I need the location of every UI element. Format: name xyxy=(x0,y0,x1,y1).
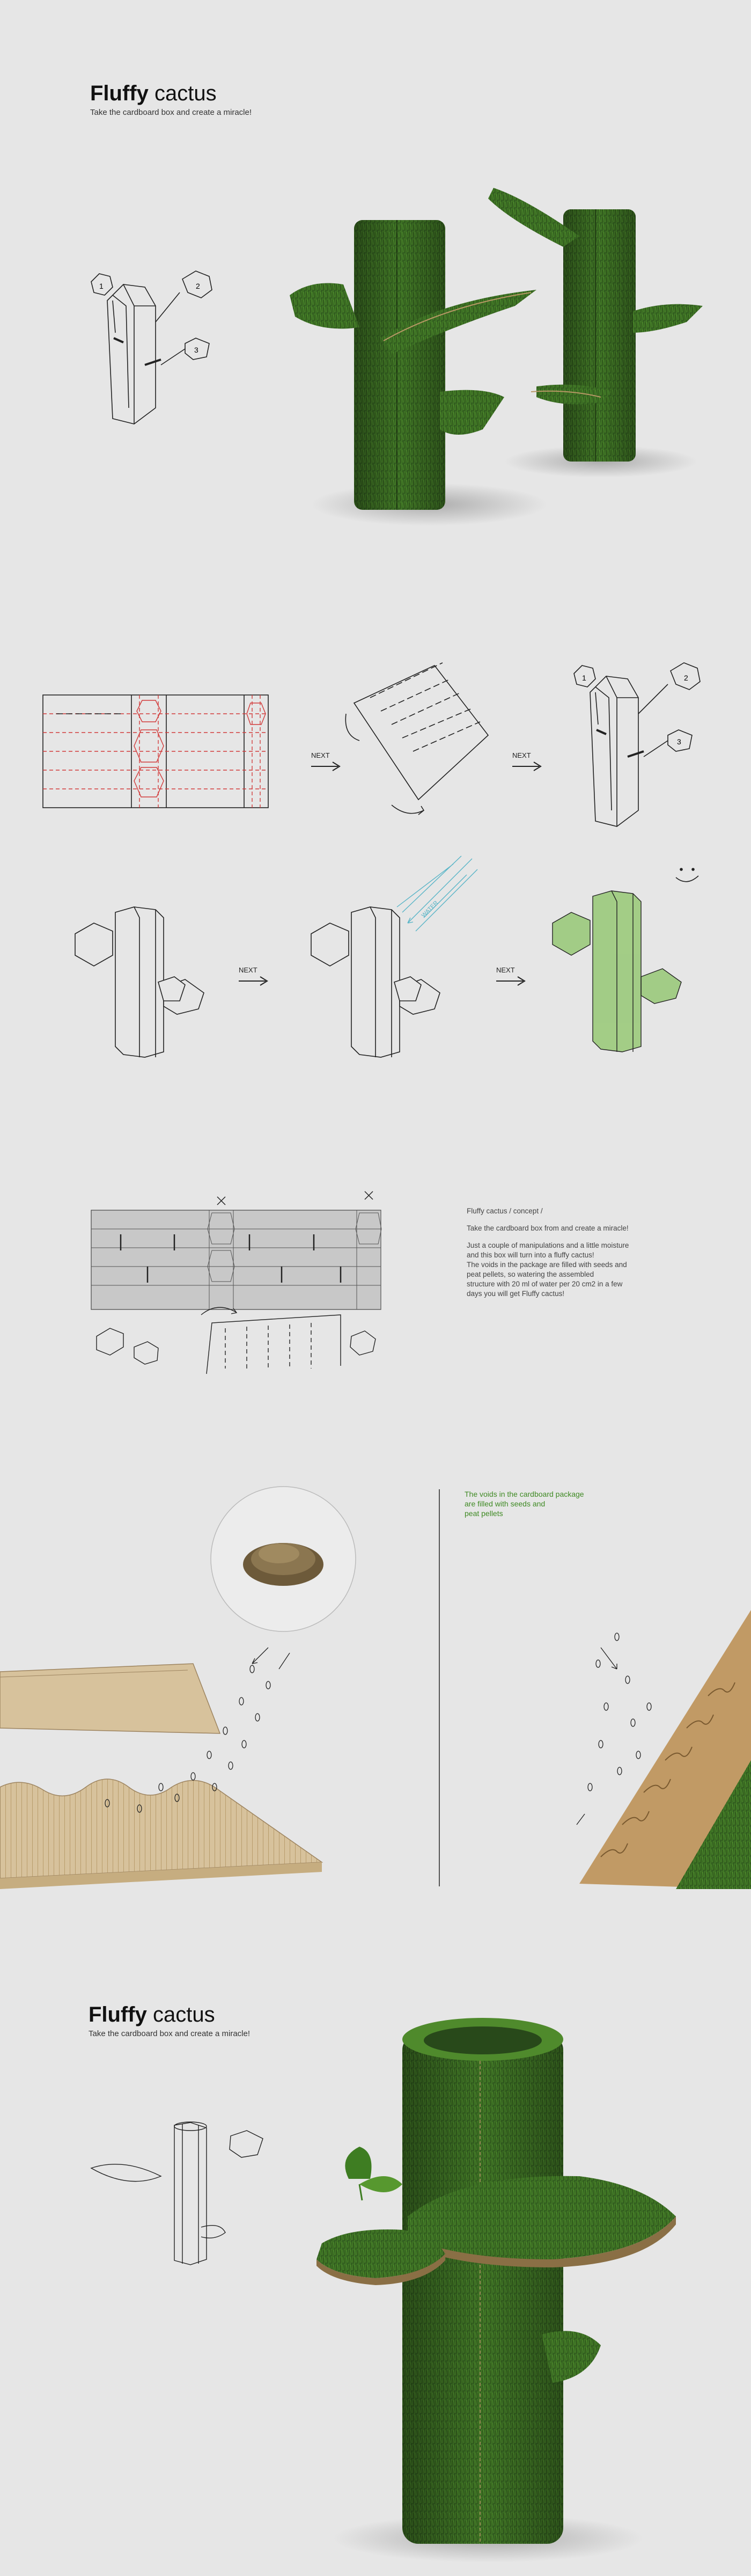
cactus-sketch-numbered-2 xyxy=(558,655,713,832)
concept-line: structure with 20 ml of water per 20 cm2 in a few xyxy=(467,1280,623,1288)
folding-box-sketch xyxy=(343,660,494,821)
concept-line: peat pellets, so watering the assembled xyxy=(467,1270,594,1278)
step-sketch-label-3: 3 xyxy=(677,737,681,746)
cactus-sketch-plain xyxy=(64,902,225,1063)
cactus-sketch-bottom xyxy=(86,2120,279,2275)
concept-text xyxy=(467,1206,660,1299)
title-rest-bottom: cactus xyxy=(146,2003,215,2026)
next-label-4: NEXT xyxy=(496,966,515,974)
next-label-1: NEXT xyxy=(311,751,330,759)
title-bold-bottom: Fluffy xyxy=(89,2003,147,2026)
step-sketch-label-1: 1 xyxy=(582,674,586,682)
section-divider xyxy=(439,1489,440,1886)
concept-lead: Take the cardboard box from and create a miracle! xyxy=(467,1224,629,1232)
sketch-label-3: 3 xyxy=(194,346,198,354)
concept-line: and this box will turn into a fluffy cactus! xyxy=(467,1251,594,1259)
hero-top-tagline: Take the cardboard box and create a miracle! xyxy=(90,108,252,117)
hero-bottom-title xyxy=(89,2003,250,2038)
unfolded-box-sketch xyxy=(40,692,276,810)
title-bold: Fluffy xyxy=(90,82,149,105)
seeds-illustration xyxy=(0,1487,343,1894)
cardboard-grass-section xyxy=(579,1599,751,1889)
seed-pile xyxy=(243,1543,323,1586)
concept-heading: Fluffy cactus / concept / xyxy=(467,1207,543,1215)
next-label-2: NEXT xyxy=(512,751,531,759)
next-arrow-3 xyxy=(236,966,284,987)
box-pattern-diagram xyxy=(89,1181,389,1385)
sketch-label-1: 1 xyxy=(99,282,104,290)
cactus-sketch-numbered xyxy=(75,263,236,440)
next-arrow-4 xyxy=(494,966,542,987)
green-cactus-sketch xyxy=(542,853,719,1068)
next-label-3: NEXT xyxy=(239,966,257,974)
next-arrow-2 xyxy=(510,751,558,773)
voids-note-line: peat pellets xyxy=(465,1509,503,1518)
fluffy-cactus-render-top xyxy=(279,177,708,531)
fluffy-cactus-render-bottom xyxy=(300,2007,730,2565)
hero-top-title xyxy=(90,82,252,117)
watering-cactus-sketch xyxy=(300,853,483,1063)
concept-line: days you will get Fluffy cactus! xyxy=(467,1290,565,1298)
concept-line: The voids in the package are filled with seeds and xyxy=(467,1261,627,1269)
smiley-icon xyxy=(669,858,704,892)
sketch-label-2: 2 xyxy=(196,282,200,290)
concept-line: Just a couple of manipulations and a little moisture xyxy=(467,1241,629,1249)
water-label: WATER xyxy=(420,899,440,919)
voids-note-line: are filled with seeds and xyxy=(465,1499,546,1508)
voids-note-line: The voids in the cardboard package xyxy=(465,1490,584,1498)
voids-note xyxy=(465,1489,625,1518)
title-rest: cactus xyxy=(148,82,217,105)
sprout-leaf-icon xyxy=(345,2147,402,2200)
hero-bottom-tagline: Take the cardboard box and create a miracle! xyxy=(89,2029,251,2038)
step-sketch-label-2: 2 xyxy=(684,674,688,682)
